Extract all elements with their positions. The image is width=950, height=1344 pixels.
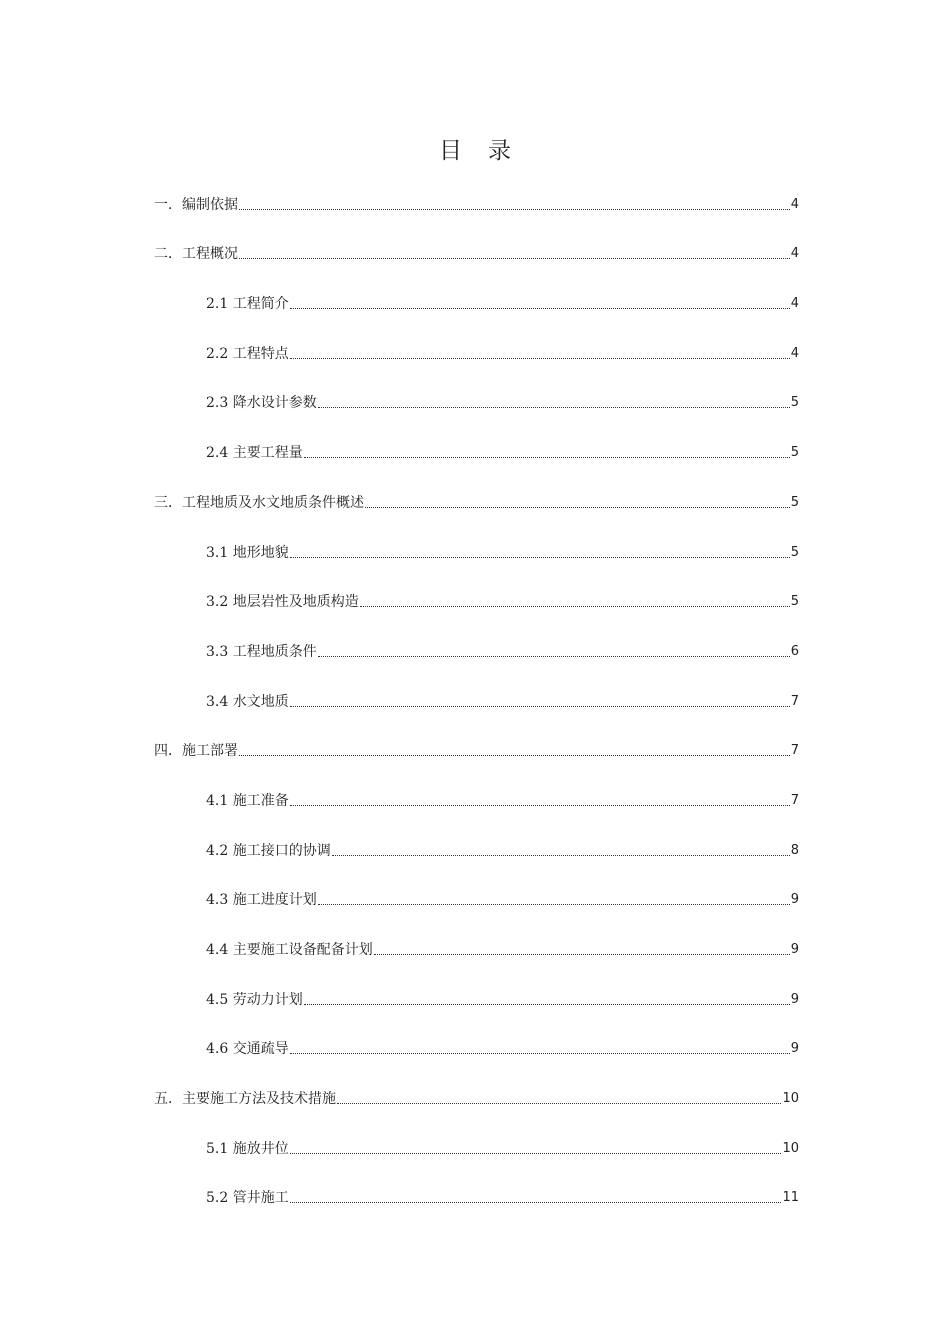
toc-entry[interactable] — [154, 677, 799, 727]
toc-entry-label: 4.1 施工准备 — [206, 792, 289, 809]
toc-dot-leader — [374, 954, 790, 955]
toc-dot-leader — [290, 1053, 790, 1054]
toc-entry-page-number: 5 — [790, 445, 799, 461]
toc-entry-page-number: 10 — [782, 1091, 799, 1107]
toc-entry-page-number: 9 — [790, 942, 799, 957]
toc-dot-leader — [290, 805, 790, 806]
toc-entry-page-number: 5 — [790, 395, 799, 411]
toc-entry[interactable] — [154, 578, 799, 628]
toc-dot-leader — [360, 606, 790, 607]
toc-entry-label: 4.4 主要施工设备配备计划 — [206, 942, 373, 958]
toc-entry-label: 5.1 施放井位 — [206, 1140, 289, 1157]
toc-entry-page-number: 11 — [782, 1190, 799, 1206]
toc-entry[interactable] — [154, 925, 799, 975]
toc-entry[interactable] — [154, 230, 799, 280]
toc-entry-page-number: 9 — [790, 1041, 799, 1057]
toc-entry-label: 2.1 工程简介 — [206, 296, 289, 313]
toc-entry[interactable] — [154, 528, 799, 578]
toc-entry-label: 4.2 施工接口的协调 — [206, 842, 331, 859]
toc-entry[interactable] — [154, 776, 799, 826]
toc-dot-leader — [304, 1004, 790, 1005]
toc-entry[interactable] — [154, 975, 799, 1025]
toc-dot-leader — [318, 904, 790, 905]
toc-entry[interactable] — [154, 428, 799, 478]
toc-entry-page-number: 4 — [790, 296, 799, 312]
toc-entry-label: 5.2 管井施工 — [206, 1190, 289, 1207]
toc-entry-label: 3.1 地形地貌 — [206, 544, 289, 561]
toc-entry-label: 2.4 主要工程量 — [206, 445, 303, 462]
toc-entry[interactable] — [154, 1025, 799, 1075]
toc-dot-leader — [332, 855, 790, 856]
toc-entry-page-number: 4 — [790, 196, 799, 212]
toc-entry-page-number: 5 — [790, 594, 799, 610]
toc-entry-label: 五．主要施工方法及技术措施 — [154, 1091, 336, 1108]
toc-entry[interactable] — [154, 279, 799, 329]
toc-dot-leader — [290, 308, 790, 309]
toc-entry-label: 3.3 工程地质条件 — [206, 643, 317, 660]
toc-entry-label: 4.6 交通疏导 — [206, 1041, 289, 1058]
toc-entry-page-number: 5 — [790, 494, 799, 510]
toc-entry-label: 4.5 劳动力计划 — [206, 991, 303, 1008]
toc-entry[interactable] — [154, 478, 799, 528]
toc-dot-leader — [290, 1202, 782, 1203]
toc-title — [0, 133, 950, 169]
toc-entry-label: 一．编制依据 — [154, 196, 238, 213]
toc-dot-leader — [365, 507, 790, 508]
toc-title-char-2: 录 — [488, 138, 511, 164]
toc-entry[interactable] — [154, 180, 799, 230]
toc-entry-label: 3.2 地层岩性及地质构造 — [206, 594, 359, 611]
toc-entry-page-number: 9 — [790, 991, 799, 1007]
toc-entry[interactable] — [154, 1174, 799, 1224]
toc-title-char-1: 目 — [439, 138, 462, 164]
toc-entry[interactable] — [154, 379, 799, 429]
toc-entry[interactable] — [154, 826, 799, 876]
toc-entry-page-number: 6 — [790, 643, 799, 659]
table-of-contents — [154, 180, 799, 1223]
toc-entry-label: 2.3 降水设计参数 — [206, 395, 317, 412]
toc-entry-page-number: 7 — [790, 693, 799, 709]
toc-entry[interactable] — [154, 1074, 799, 1124]
toc-dot-leader — [290, 358, 790, 359]
toc-dot-leader — [290, 557, 790, 558]
toc-entry[interactable] — [154, 727, 799, 777]
toc-dot-leader — [304, 457, 790, 458]
toc-entry[interactable] — [154, 329, 799, 379]
toc-entry[interactable] — [154, 1124, 799, 1174]
toc-entry-label: 四．施工部署 — [154, 743, 238, 760]
toc-dot-leader — [337, 1103, 781, 1104]
toc-entry-page-number: 8 — [790, 842, 799, 858]
toc-entry-label: 2.2 工程特点 — [206, 345, 289, 362]
toc-dot-leader — [239, 755, 790, 756]
toc-entry-page-number: 7 — [790, 792, 799, 808]
toc-entry-page-number: 10 — [782, 1140, 799, 1156]
toc-dot-leader — [290, 1153, 782, 1154]
toc-entry-page-number: 4 — [790, 345, 799, 361]
toc-entry-page-number: 4 — [790, 246, 799, 262]
toc-entry-label: 4.3 施工进度计划 — [206, 892, 317, 909]
toc-entry[interactable] — [154, 876, 799, 926]
toc-entry-label: 三．工程地质及水文地质条件概述 — [154, 494, 364, 511]
toc-dot-leader — [318, 407, 790, 408]
toc-entry-label: 3.4 水文地质 — [206, 693, 289, 710]
toc-entry[interactable] — [154, 627, 799, 677]
toc-entry-page-number: 9 — [790, 892, 799, 908]
toc-entry-page-number: 5 — [790, 544, 799, 560]
toc-entry-page-number: 7 — [790, 743, 799, 759]
toc-entry-label: 二．工程概况 — [154, 246, 238, 263]
toc-dot-leader — [239, 258, 790, 259]
toc-dot-leader — [290, 706, 790, 707]
toc-dot-leader — [239, 209, 790, 210]
toc-dot-leader — [318, 656, 790, 657]
